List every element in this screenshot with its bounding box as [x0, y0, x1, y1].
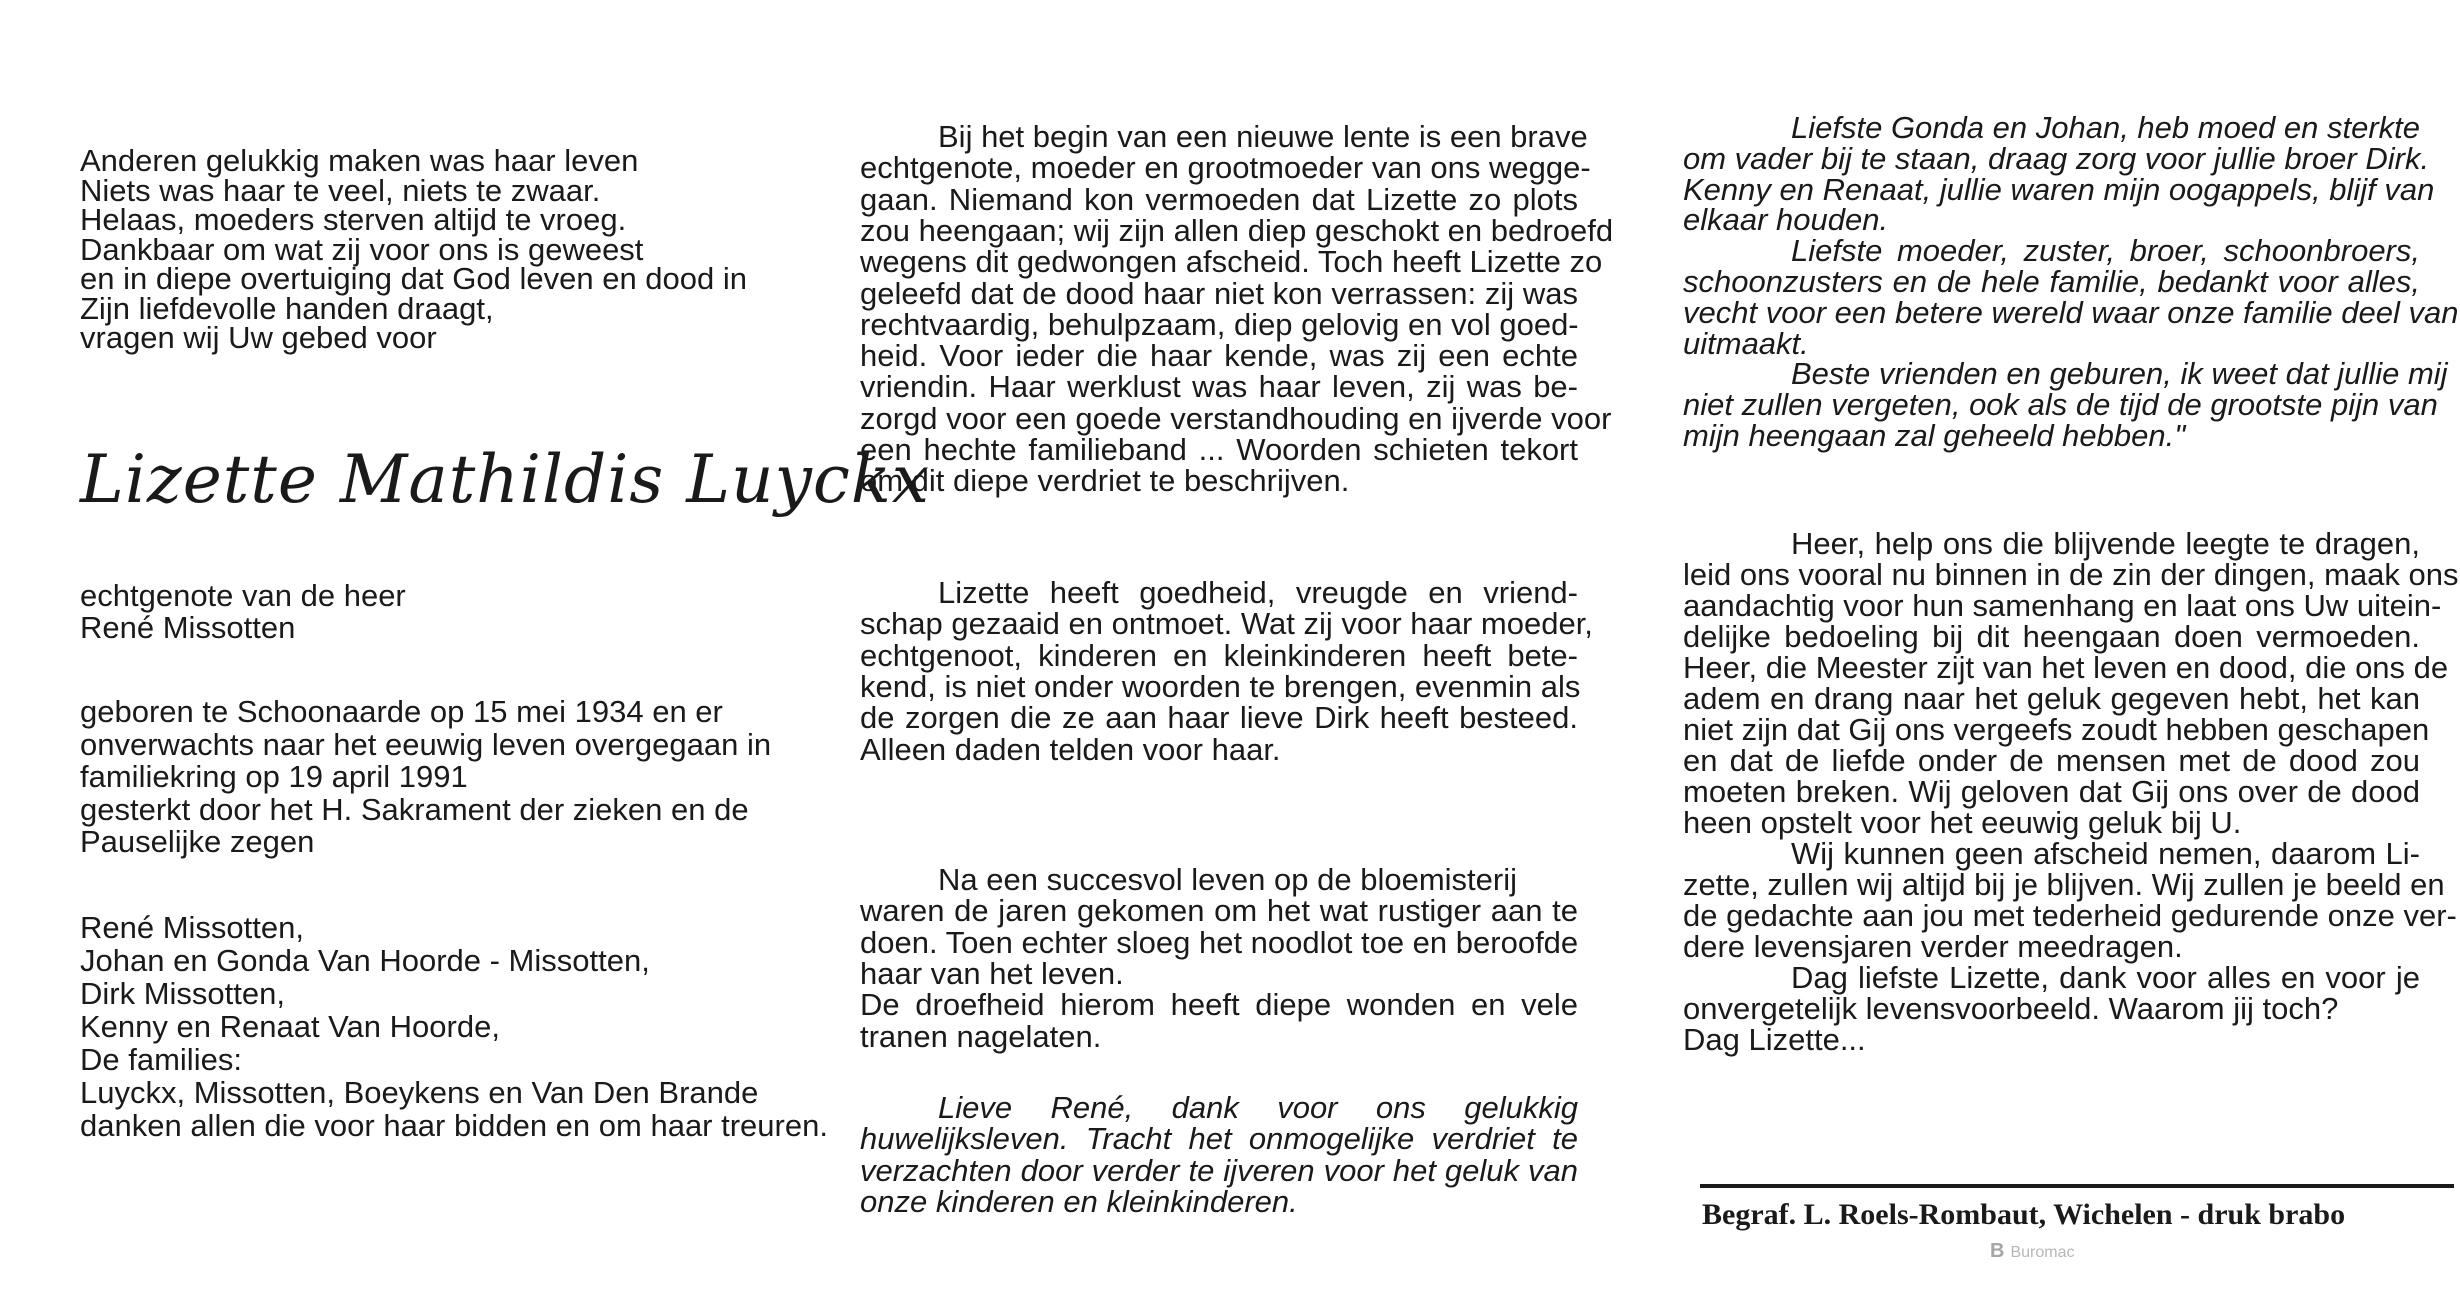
text-line: Niets was haar te veel, niets te zwaar. [80, 172, 601, 208]
text-line: zette, zullen wij altijd bij je blijven. Wij zullen je beeld en [1683, 867, 2445, 902]
text-line: gesterkt door het H. Sakrament der zieken en de [80, 791, 749, 827]
text-line: dere levensjaren verder meedragen. [1683, 929, 2183, 964]
text-line: Beste vrienden en geburen, ik weet dat jullie mij [1791, 356, 2448, 392]
text-line: verzachten door verder te ijveren voor het geluk van [860, 1152, 1578, 1188]
text-line: doen. Toen echter sloeg het noodlot toe en beroofde [860, 924, 1579, 960]
text-line: danken allen die voor haar bidden en om haar treuren. [80, 1108, 828, 1143]
text-line: om vader bij te staan, draag zorg voor jullie broer Dirk. [1683, 140, 2430, 176]
text-line: Kenny en Renaat Van Hoorde, [80, 1009, 500, 1044]
text-line: niet zijn dat Gij ons vergeefs zoudt hebben geschapen [1683, 712, 2430, 747]
text-line: Heer, die Meester zijt van het leven en dood, die ons de [1683, 650, 2449, 685]
text-line: zou heengaan; wij zijn allen diep geschokt en bedroefd [860, 212, 1614, 248]
text-line: De families: [80, 1042, 242, 1077]
text-line: vecht voor een betere wereld waar onze familie deel van [1683, 294, 2459, 330]
text-line: Dankbaar om wat zij voor ons is geweest [80, 231, 644, 267]
text-line: Dag Lizette... [1683, 1022, 1866, 1057]
text-line: schap gezaaid en ontmoet. Wat zij voor haar moeder, [860, 606, 1593, 642]
text-line: onvergetelijk levensvoorbeeld. Waarom jij toch? [1683, 991, 2339, 1026]
deceased-name: Lizette Mathildis Luyckx [80, 441, 931, 518]
text-line: zorgd voor een goede verstandhouding en ijverde voor [860, 400, 1612, 436]
printer-credit: Begraf. L. Roels-Rombaut, Wichelen - druk brabo [1702, 1198, 2346, 1231]
text-line: Helaas, moeders sterven altijd te vroeg. [80, 202, 627, 237]
text-line: Bij het begin van een nieuwe lente is een brave [938, 119, 1588, 154]
text-line: De droefheid hierom heeft diepe wonden en vele [860, 987, 1578, 1023]
text-line: heen opstelt voor het eeuwig geluk bij U. [1683, 805, 2242, 840]
text-line: Lizette heeft goedheid, vreugde en vriend- [938, 575, 1578, 610]
divider-rule [1700, 1184, 2454, 1188]
text-line: Luyckx, Missotten, Boeykens en Van Den Brande [80, 1075, 759, 1110]
text-line: wegens dit gedwongen afscheid. Toch heeft Lizette zo [860, 244, 1603, 280]
text-line: heid. Voor ieder die haar kende, was zij een echte [860, 338, 1578, 374]
text-line: Lieve René, dank voor ons gelukkig [938, 1090, 1578, 1125]
text-line: om dit diepe verdriet te beschrijven. [860, 463, 1350, 499]
text-line: onze kinderen en kleinkinderen. [860, 1183, 1298, 1219]
text-line: Liefste Gonda en Johan, heb moed en sterkte [1791, 110, 2421, 145]
text-line: Pauselijke zegen [80, 824, 315, 859]
text-line: aandachtig voor hun samenhang en laat ons Uw uitein- [1683, 588, 2442, 623]
text-line: Dag liefste Lizette, dank voor alles en voor je [1791, 960, 2420, 995]
text-line: kend, is niet onder woorden te brengen, evenmin als [860, 668, 1581, 704]
text-line: Alleen daden telden voor haar. [860, 731, 1281, 767]
text-line: Wij kunnen geen afscheid nemen, daarom Li- [1791, 836, 2420, 871]
text-line: Liefste moeder, zuster, broer, schoonbroers, [1791, 233, 2420, 269]
text-line: geleefd dat de dood haar niet kon verrassen: zij was [860, 275, 1578, 311]
text-line: schoonzusters en de hele familie, bedankt voor alles, [1683, 264, 2420, 299]
text-line: uitmaakt. [1683, 325, 1809, 361]
text-line: adem en drang naar het geluk gegeven hebt, het kan [1683, 681, 2420, 716]
text-line: geboren te Schoonaarde op 15 mei 1934 en er [80, 694, 723, 729]
text-line: Heer, help ons die blijvende leegte te dragen, [1791, 526, 2420, 561]
text-line: delijke bedoeling bij dit heengaan doen vermoeden. [1683, 619, 2420, 654]
text-line: een hechte familieband ... Woorden schieten tekort [860, 432, 1578, 467]
text-line: de zorgen die ze aan haar lieve Dirk heeft besteed. [860, 700, 1578, 736]
text-line: Zijn liefdevolle handen draagt, [80, 290, 494, 326]
logo-text: Buromac [2010, 1244, 2075, 1261]
text-line: huwelijksleven. Tracht het onmogelijke verdriet te [860, 1121, 1578, 1157]
text-line: Na een succesvol leven op de bloemisterij [938, 862, 1517, 897]
text-line: echtgenote, moeder en grootmoeder van ons wegge- [860, 150, 1591, 186]
text-line: familiekring op 19 april 1991 [80, 759, 468, 794]
text-line: vragen wij Uw gebed voor [80, 320, 437, 355]
text-line: en in diepe overtuiging dat God leven en dood in [80, 261, 747, 296]
logo-mark: B [1990, 1240, 2005, 1262]
text-line: onverwachts naar het eeuwig leven overgegaan in [80, 726, 772, 762]
text-line: niet zullen vergeten, ook als de tijd de grootste pijn van [1683, 387, 2438, 423]
text-line: Anderen gelukkig maken was haar leven [80, 143, 639, 178]
printer-logo [1990, 1240, 2074, 1263]
text-line: Johan en Gonda Van Hoorde - Missotten, [80, 943, 650, 978]
text-line: leid ons vooral nu binnen in de zin der dingen, maak ons [1683, 557, 2459, 592]
text-line: moeten breken. Wij geloven dat Gij ons over de dood [1683, 774, 2420, 809]
text-line: René Missotten, [80, 910, 304, 945]
text-line: tranen nagelaten. [860, 1018, 1102, 1054]
text-line: echtgenoot, kinderen en kleinkinderen heeft bete- [860, 637, 1578, 673]
text-line: rechtvaardig, behulpzaam, diep gelovig en vol goed- [860, 306, 1579, 342]
text-line: mijn heengaan zal geheeld hebben." [1683, 418, 2186, 453]
text-line: Kenny en Renaat, jullie waren mijn oogappels, blijf van [1683, 171, 2435, 207]
text-line: echtgenote van de heer [80, 578, 406, 613]
text-line: Dirk Missotten, [80, 976, 285, 1011]
text-line: vriendin. Haar werklust was haar leven, zij was be- [860, 369, 1578, 405]
text-line: elkaar houden. [1683, 202, 1889, 238]
text-line: en dat de liefde onder de mensen met de dood zou [1683, 743, 2420, 778]
text-line: gaan. Niemand kon vermoeden dat Lizette zo plots [860, 181, 1578, 217]
text-line: waren de jaren gekomen om het wat rustiger aan te [860, 893, 1578, 929]
text-line: de gedachte aan jou met tederheid gedurende onze ver- [1683, 898, 2457, 933]
text-line: René Missotten [80, 610, 296, 645]
text-line: haar van het leven. [860, 955, 1124, 991]
